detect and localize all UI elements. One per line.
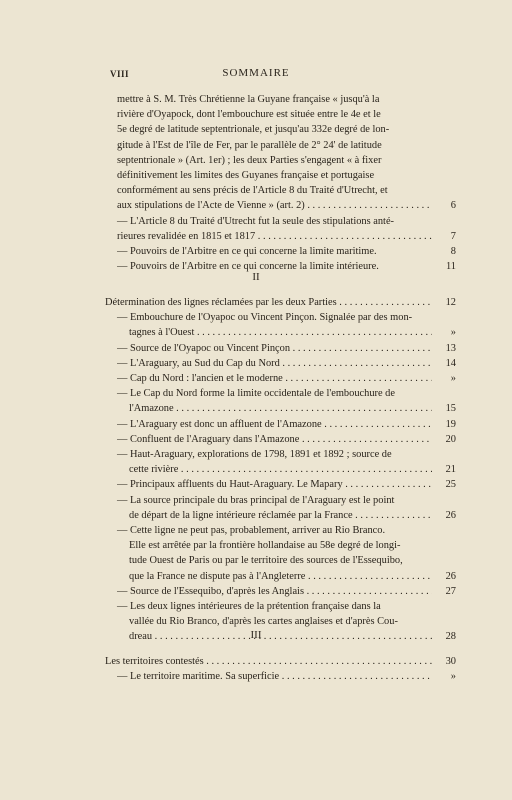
toc-page-number: 12 bbox=[445, 297, 456, 308]
toc-entry bbox=[105, 477, 456, 492]
toc-page-number: 13 bbox=[445, 342, 456, 354]
toc-main-entry bbox=[105, 295, 456, 310]
toc-line bbox=[117, 462, 456, 477]
section-number: II bbox=[252, 271, 260, 283]
text-line: — La source principale du bras principal de l'Araguary est le point bbox=[117, 494, 395, 506]
toc-entry-text: — Source de l'Oyapoc ou Vincent Pinçon . . . bbox=[117, 341, 432, 356]
toc-line bbox=[117, 229, 456, 244]
toc-page-number: » bbox=[450, 373, 456, 385]
toc-entry-text: — Principaux affluents du Haut-Araguary. Le Mapary . . . bbox=[117, 477, 432, 492]
toc-line bbox=[117, 417, 456, 432]
toc-page-number: 25 bbox=[445, 479, 456, 491]
text-line: 5e degré de latitude septentrionale, et jusqu'au 332e degré de lon- bbox=[117, 124, 390, 136]
toc-line bbox=[117, 569, 456, 584]
toc-page-number: 20 bbox=[445, 433, 456, 445]
text-line: gitude à l'Est de l'île de Fer, par le parallèle de 2° 24' de latitude bbox=[117, 139, 382, 151]
text-line: rivière d'Oyapock, dont l'embouchure est située entre le 4e et le bbox=[117, 109, 381, 121]
toc-line bbox=[117, 477, 456, 492]
toc-line bbox=[117, 584, 456, 599]
toc-page-number: 11 bbox=[445, 261, 456, 273]
toc-entry bbox=[117, 244, 456, 259]
toc-page-number: 21 bbox=[445, 464, 456, 476]
text-line: — Haut-Araguary, explorations de 1798, 1891 et 1892 ; source de bbox=[117, 449, 392, 461]
page-folio: VIII bbox=[110, 69, 130, 79]
toc-line bbox=[117, 371, 456, 386]
toc-block-1 bbox=[117, 92, 456, 274]
toc-entry-text: — Cap du Nord : l'ancien et le moderne . . . bbox=[117, 371, 432, 386]
toc-entry-text: — L'Araguary est donc un affluent de l'Amazone . . . bbox=[117, 417, 432, 432]
toc-page-number: 26 bbox=[445, 570, 456, 582]
toc-entry-text: — Pouvoirs de l'Arbitre en ce qui concerne la limite maritime. bbox=[117, 246, 377, 258]
toc-page-number: 7 bbox=[450, 230, 456, 242]
text-line: — Les deux lignes intérieures de la prétention française dans la bbox=[117, 601, 381, 613]
toc-entry bbox=[105, 523, 456, 584]
toc-entry-text: tagnes à l'Ouest . . . bbox=[129, 325, 432, 340]
toc-page-number: 14 bbox=[445, 357, 456, 369]
toc-entry-text: dreau . . . bbox=[129, 629, 432, 644]
toc-page-number: 30 bbox=[445, 656, 456, 667]
text-line: — Le Cap du Nord forme la limite occidentale de l'embouchure de bbox=[117, 388, 395, 400]
toc-page-number: » bbox=[450, 327, 456, 339]
toc-entry-text: — Source de l'Essequibo, d'après les Anglais . . . bbox=[117, 584, 432, 599]
toc-entry bbox=[105, 669, 456, 684]
toc-line bbox=[117, 325, 456, 340]
toc-entry-text: aux stipulations de l'Acte de Vienne » (art. 2) . . . bbox=[117, 198, 432, 213]
toc-page-number: 28 bbox=[445, 631, 456, 643]
toc-page-number: » bbox=[450, 671, 456, 683]
toc-main-entry bbox=[105, 654, 456, 669]
toc-entry-text: rieures revalidée en 1815 et 1817 . . . bbox=[117, 229, 432, 244]
toc-entry bbox=[105, 386, 456, 416]
text-line: tude Ouest de Paris ou par le territoire des sources de l'Essequibo, bbox=[129, 555, 403, 567]
toc-line bbox=[117, 401, 456, 416]
toc-entry-text: l'Amazone . . . bbox=[129, 401, 432, 416]
text-line: vallée du Rio Branco, d'après les cartes anglaises et d'après Cou- bbox=[129, 616, 398, 628]
toc-entry bbox=[105, 356, 456, 371]
toc-entry-text: Les territoires contestés . . . bbox=[105, 654, 432, 669]
toc-entry-text: — Pouvoirs de l'Arbitre en ce qui concerne la limite intérieure. bbox=[117, 261, 379, 273]
toc-entry-text: que la France ne dispute pas à l'Angleterre . . . bbox=[129, 569, 432, 584]
toc-entry-text: — L'Araguary, au Sud du Cap du Nord . . . bbox=[117, 356, 432, 371]
toc-block-3 bbox=[105, 654, 456, 684]
toc-entry-list bbox=[105, 310, 456, 644]
toc-page-number: 27 bbox=[445, 585, 456, 597]
text-line: définitivement les limites des Guyanes française et portugaise bbox=[117, 170, 375, 182]
toc-entry-text: — Confluent de l'Araguary dans l'Amazone . . . bbox=[117, 432, 432, 447]
toc-entry bbox=[105, 584, 456, 599]
toc-paragraph bbox=[117, 92, 456, 214]
toc-entry bbox=[105, 432, 456, 447]
text-line: septentrionale » (Art. 1er) ; les deux Parties s'engagent « à fixer bbox=[117, 154, 382, 166]
text-line: mettre à S. M. Très Chrétienne la Guyane française « jusqu'à la bbox=[117, 94, 380, 105]
toc-entry bbox=[105, 371, 456, 386]
toc-entry bbox=[105, 447, 456, 477]
toc-page-number: 19 bbox=[445, 418, 456, 430]
toc-page-number: 15 bbox=[445, 403, 456, 415]
toc-entry-text: cette rivière . . . bbox=[129, 462, 432, 477]
toc-entry-text: Détermination des lignes réclamées par les deux Parties . . . bbox=[105, 295, 432, 310]
section-number: III bbox=[250, 629, 262, 641]
running-head: SOMMAIRE bbox=[222, 67, 290, 79]
toc-entry bbox=[105, 417, 456, 432]
text-line: Elle est arrêtée par la frontière hollandaise au 58e degré de longi- bbox=[129, 540, 401, 552]
toc-line bbox=[117, 356, 456, 371]
toc-line bbox=[117, 508, 456, 523]
toc-entry bbox=[117, 214, 456, 244]
text-line: — L'Article 8 du Traité d'Utrecht fut la seule des stipulations anté- bbox=[117, 215, 395, 227]
toc-entry bbox=[105, 310, 456, 340]
toc-line bbox=[117, 432, 456, 447]
text-line: — Cette ligne ne peut pas, probablement, arriver au Rio Branco. bbox=[117, 525, 386, 537]
toc-block-2 bbox=[105, 295, 456, 645]
text-line: conformément au sens précis de l'Article 8 du Traité d'Utrecht, et bbox=[117, 185, 388, 197]
toc-page-number: 6 bbox=[450, 200, 456, 212]
toc-line bbox=[117, 341, 456, 356]
text-line: — Embouchure de l'Oyapoc ou Vincent Pinçon. Signalée par des mon- bbox=[117, 312, 413, 324]
toc-entry-text: — Le territoire maritime. Sa superficie . . . bbox=[117, 669, 432, 684]
toc-line bbox=[117, 198, 456, 213]
toc-entry bbox=[105, 493, 456, 523]
toc-page-number: 26 bbox=[445, 509, 456, 521]
toc-entry-text: de départ de la ligne intérieure réclamée par la France . . . bbox=[129, 508, 432, 523]
toc-page-number: 8 bbox=[450, 246, 456, 258]
toc-entry bbox=[105, 341, 456, 356]
